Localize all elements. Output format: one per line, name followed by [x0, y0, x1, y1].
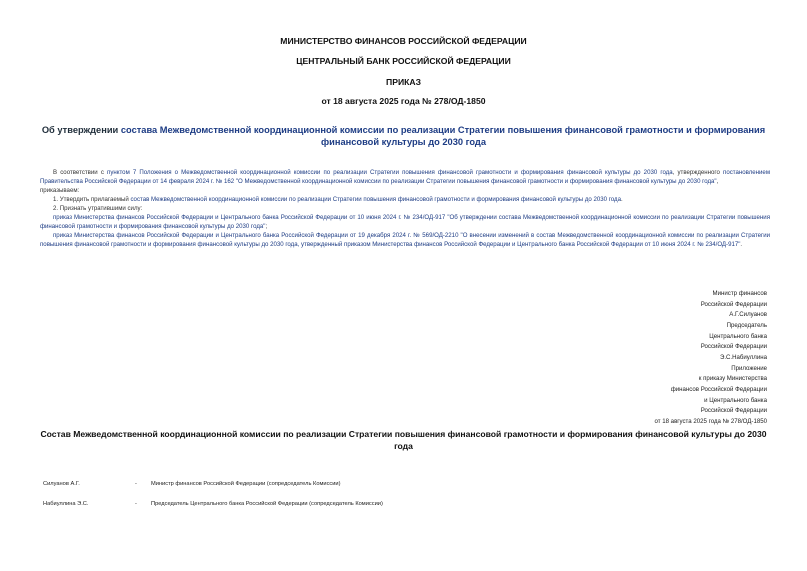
sig-line: Председатель	[726, 321, 767, 329]
sig-line: Российской Федерации	[700, 343, 767, 351]
order-title	[40, 124, 767, 148]
p6-link-order-2210[interactable]: приказ Министерства финансов Российской Федерации и Центрального банка Российской Федерации от 19 декабря 2024 г. № 569/ОД-2210 "О внесении изменений в состав Межведомственной координационной комиссии по реализации Стратегии повышения финансовой грамотности и формирования финансовой культуры до 2030 года, утвержденный приказом Министерства финансов Российской Федерации и Центрального банка Российской Федерации от 10 июня 2024 г. № 234/ОД-917"	[40, 232, 770, 248]
sig-line: Российской Федерации	[700, 300, 767, 308]
p1-text-2: , утвержденного	[672, 169, 724, 176]
p3-link-composition[interactable]: состав Межведомственной координационной комиссии по реализации Стратегии повышения финансовой грамотности и формирования финансовой культуры до 2030 года	[130, 196, 622, 203]
p5-text: ;	[265, 223, 268, 230]
paragraph-item-2: 2. Признать утратившими силу:	[53, 205, 143, 212]
p1-text-3: ,	[716, 178, 719, 185]
sig-line: А.Г.Силуанов	[729, 311, 767, 319]
appendix-title: Состав Межведомственной координационной комиссии по реализации Стратегии повышения финансовой грамотности и формирования финансовой культуры до 2030 года	[40, 429, 767, 451]
p3-text-2: .	[621, 196, 623, 203]
member-row	[43, 481, 763, 491]
member-role: Председатель Центрального банка Российской Федерации (сопредседатель Комиссии)	[151, 501, 383, 507]
member-name: Силуанов А.Г.	[43, 481, 80, 487]
p1-text-1: В соответствии с	[53, 169, 108, 176]
member-role: Министр финансов Российской Федерации (сопредседатель Комиссии)	[151, 481, 341, 487]
appendix-line: и Центрального банка	[704, 396, 767, 404]
bank-heading: ЦЕНТРАЛЬНЫЙ БАНК РОССИЙСКОЙ ФЕДЕРАЦИИ	[296, 56, 511, 66]
order-title-prefix: Об утверждении	[41, 125, 121, 135]
p3-text-1: 1. Утвердить прилагаемый	[53, 196, 131, 203]
member-row	[43, 501, 763, 511]
paragraph-repeal-2	[40, 231, 770, 249]
sig-line: Центрального банка	[709, 332, 767, 340]
paragraph-order: приказываем:	[40, 187, 80, 194]
appendix-line: финансов Российской Федерации	[670, 385, 767, 393]
sig-line: Э.С.Набиуллина	[719, 353, 767, 361]
paragraph-repeal-1	[40, 213, 770, 231]
paragraph-basis	[40, 168, 770, 186]
p1-link-regulation[interactable]: пунктом 7 Положения о Межведомственной координационной комиссии по реализации Стратегии повышения финансовой грамотности и формирования финансовой культуры до 2030 года	[107, 169, 673, 176]
appendix-line: Российской Федерации	[700, 407, 767, 415]
sig-line: Министр финансов	[712, 290, 767, 297]
order-title-link[interactable]: состава Межведомственной координационной комиссии по реализации Стратегии повышения финансовой грамотности и формирования финансовой культуры до 2030 года	[120, 125, 766, 147]
order-body	[40, 168, 770, 249]
appendix-line: от 18 августа 2025 года № 278/ОД-1850	[654, 417, 767, 425]
doc-type-heading: ПРИКАЗ	[386, 77, 421, 87]
signature-block	[507, 289, 767, 428]
appendix-line: к приказу Министерства	[698, 375, 767, 383]
appendix-line: Приложение	[731, 364, 767, 372]
ministry-heading: МИНИСТЕРСТВО ФИНАНСОВ РОССИЙСКОЙ ФЕДЕРАЦИИ	[280, 36, 527, 46]
member-name: Набиуллина Э.С.	[43, 501, 89, 507]
date-number-heading: от 18 августа 2025 года № 278/ОД-1850	[321, 96, 486, 106]
paragraph-item-1	[40, 195, 770, 204]
p6-text: .	[740, 241, 743, 248]
p1-link-decree[interactable]: постановлением Правительства Российской Федерации от 14 февраля 2024 г. № 162 "О Межведомственной координационной комиссии по реализации Стратегии повышения финансовой грамотности и формирования финансовой культуры до 2030 года"	[40, 169, 771, 185]
p5-link-order-917[interactable]: приказ Министерства финансов Российской Федерации и Центрального банка Российской Федерации от 10 июня 2024 г. № 234/ОД-917 "Об утверждении состава Межведомственной координационной комиссии по реализации Стратегии повышения финансовой грамотности и формирования финансовой культуры до 2030 года"	[40, 214, 770, 230]
member-dash: -	[135, 481, 137, 487]
member-dash: -	[135, 501, 137, 507]
